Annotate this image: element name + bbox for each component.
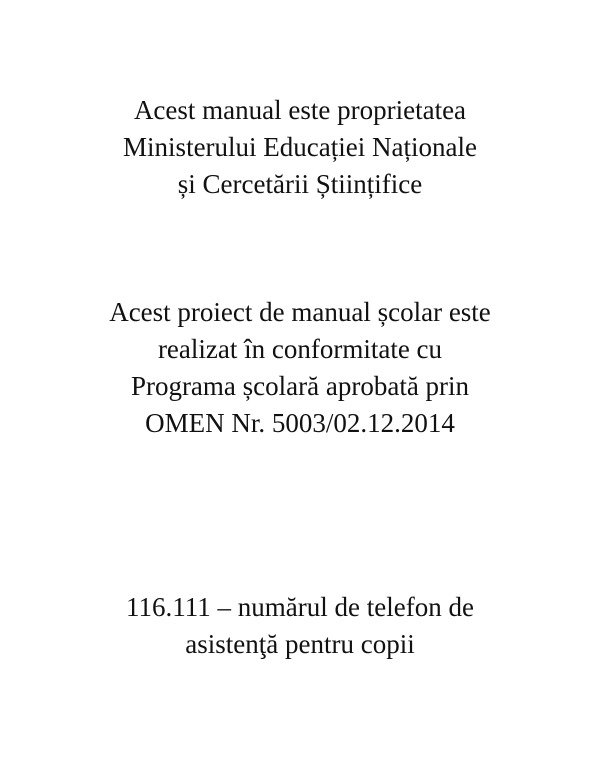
ownership-notice-line: Acest manual este proprietatea [133,95,467,125]
helpline-notice-line: 116.111 – numărul de telefon de [126,592,474,622]
ownership-notice-line: și Cercetării Științifice [177,169,423,199]
project-notice-line: Programa școlară aprobată prin [130,371,470,401]
helpline-notice-line: asistenţă pentru copii [185,629,415,659]
helpline-notice [0,589,600,663]
project-notice [0,294,600,442]
ownership-notice-line: Ministerului Educației Naționale [123,132,477,162]
project-notice-line: realizat în conformitate cu [157,334,443,364]
project-notice-line: Acest proiect de manual școlar este [109,297,491,327]
ownership-notice [0,92,600,203]
project-notice-line: OMEN Nr. 5003/02.12.2014 [145,408,455,438]
